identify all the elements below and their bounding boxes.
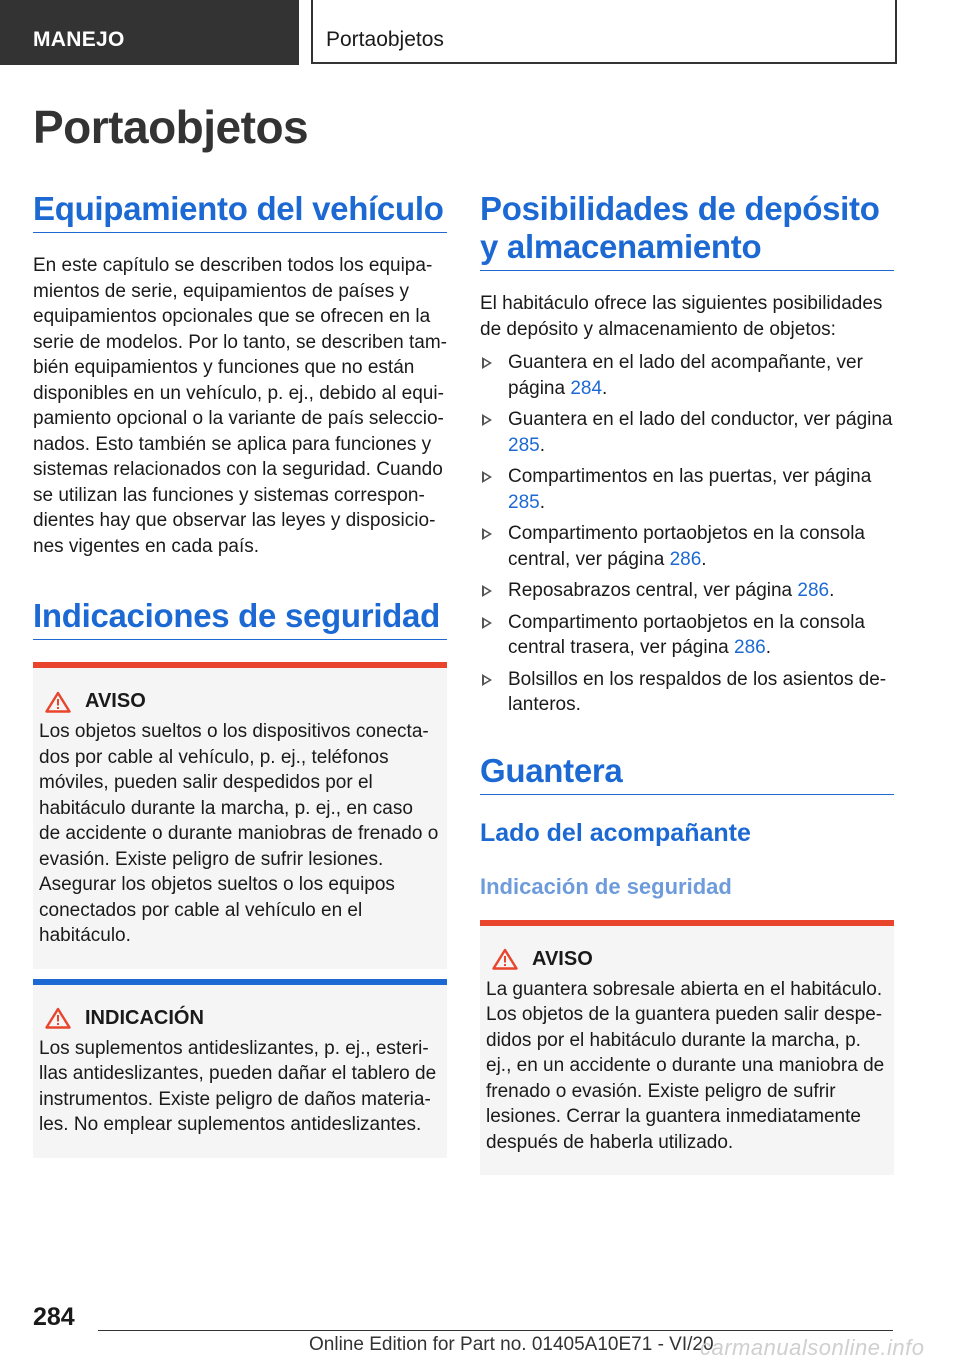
page-title: Portaobjetos: [33, 101, 309, 153]
aviso-text: Los objetos sueltos o los dispositivos conectados por cable al vehículo, p. ej., teléfonos móviles, pueden salir despedidos por el habitáculo durante la marcha, p. ej., en caso de accidente o durante maniobras de frenado o evasión. Existe peligro de sufrir lesiones. Asegurar los objetos sueltos o los equipos conectados por cable al vehículo en el habitáculo.: [39, 721, 439, 946]
storage-heading: Posibilidades de depósito y almacenamiento: [480, 190, 894, 271]
list-item: Bolsillos en los respaldos de los asientos delanteros.: [480, 667, 894, 718]
page-link[interactable]: 285: [508, 491, 540, 513]
bullet-triangle-icon: [482, 357, 492, 369]
list-item: Guantera en el lado del acompañante, ver página 284.: [480, 350, 894, 401]
indicacion-text: Los suplementos antideslizantes, p. ej., esterillas antideslizantes, pueden dañar el tablero de instrumentos. Existe peligro de daños materiales. No emplear suplementos antideslizantes.: [39, 1037, 437, 1135]
equipment-paragraph: En este capítulo se describen todos los equipamientos de serie, equipamientos de países y equipamientos opcionales que se ofrecen en la serie de modelos. Por lo tanto, se describen también equipamientos y funciones que no están disponibles en un vehículo, p. ej., debido al equipamiento opcional o la variante de país seleccionados. Esto también se aplica para funciones y sistemas relacionados con la seguridad. Cuando se utilizan las funciones y sistemas correspondientes hay que observar las leyes y disposiciones vigentes en cada país.: [33, 255, 447, 557]
glovebox-aviso-notice: [480, 920, 894, 1176]
glovebox-heading: Guantera: [480, 752, 894, 795]
list-item: Compartimento portaobjetos en la consola central trasera, ver página 286.: [480, 610, 894, 661]
glovebox-aviso-title-row: [486, 948, 886, 971]
bullet-triangle-icon: [482, 585, 492, 597]
header-chapter-tab: [311, 0, 897, 64]
page-link[interactable]: 286: [669, 548, 702, 570]
page-link[interactable]: 286: [734, 637, 766, 658]
indicacion-title-row: [39, 1007, 439, 1030]
page-link[interactable]: 284: [570, 377, 603, 399]
bullet-triangle-icon: [482, 414, 492, 426]
list-item: Guantera en el lado del conductor, ver página 285.: [480, 407, 894, 458]
page-link[interactable]: 286: [797, 580, 830, 601]
storage-intro: El habitáculo ofrece las siguientes posibilidades de depósito y almacenamiento de objetos:: [480, 293, 883, 340]
indicacion-title: INDICACIÓN: [85, 1006, 204, 1029]
list-item: Compartimentos en las puertas, ver página 285.: [480, 464, 894, 515]
bullet-triangle-icon: [482, 528, 492, 540]
list-item: Compartimento portaobjetos en la consola central, ver página 286.: [480, 521, 894, 572]
passenger-heading: Lado del acompañante: [480, 818, 751, 847]
storage-list: [480, 350, 894, 718]
watermark: carmanualsonline.info: [700, 1335, 925, 1360]
glovebox-aviso-title: AVISO: [532, 947, 593, 970]
footer-divider: [98, 1330, 893, 1331]
warning-triangle-icon: [45, 1007, 71, 1029]
warning-triangle-icon: [492, 948, 518, 970]
indicacion-notice: [33, 979, 447, 1158]
safety-subheading: Indicación de seguridad: [480, 873, 732, 899]
left-column: [33, 190, 447, 1158]
header-chapter-label: Portaobjetos: [326, 28, 444, 51]
list-item: Reposabrazos central, ver página 286.: [480, 578, 894, 604]
right-column: [480, 190, 894, 1175]
header-section-tab: [0, 0, 299, 65]
bullet-triangle-icon: [482, 471, 492, 483]
aviso-title-row: [39, 690, 439, 713]
footer-edition: Online Edition for Part no. 01405A10E71 - VI/20: [309, 1334, 714, 1355]
glovebox-aviso-text: La guantera sobresale abierta en el habitáculo. Los objetos de la guantera pueden salir despedidos por el habitáculo durante la marcha, p. ej., en un accidente o durante una maniobra de frenado o evasión. Existe peligro de sufrir lesiones. Cerrar la guantera inmediatamente después de haberla utilizado.: [486, 978, 885, 1153]
warning-triangle-icon: [45, 691, 71, 713]
header-section-label: MANEJO: [33, 28, 125, 51]
bullet-triangle-icon: [482, 617, 492, 629]
aviso-notice: [33, 662, 447, 969]
equipment-heading: Equipamiento del vehículo: [33, 190, 447, 233]
page-number: 284: [33, 1303, 75, 1331]
aviso-title: AVISO: [85, 690, 146, 712]
safety-heading: Indicaciones de seguridad: [33, 597, 447, 640]
bullet-triangle-icon: [482, 674, 492, 686]
page-link[interactable]: 285: [508, 434, 540, 456]
